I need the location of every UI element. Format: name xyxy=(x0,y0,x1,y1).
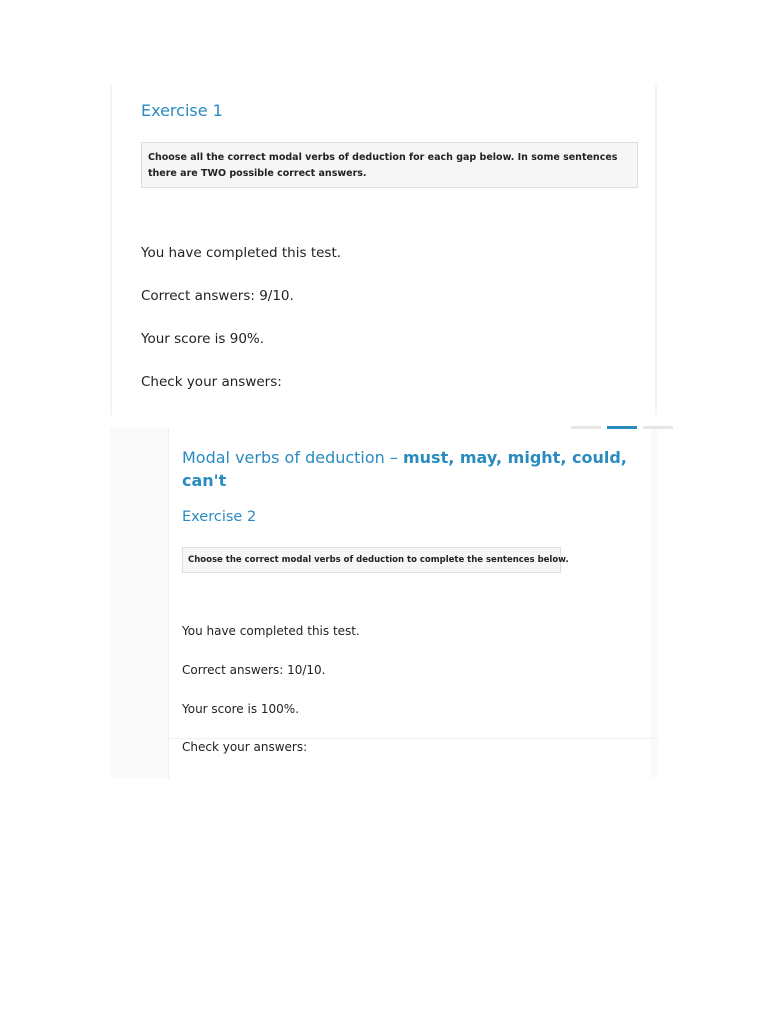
exercise2-result-panel xyxy=(110,428,658,778)
exercise1-heading: Exercise 1 xyxy=(141,101,223,120)
exercise2-score: Your score is 100%. xyxy=(182,702,300,716)
exercise1-completed-text: You have completed this test. xyxy=(141,245,342,261)
exercise1-instructions: Choose all the correct modal verbs of deduction for each gap below. In some sentences there are TWO possible correct answers. xyxy=(141,142,638,188)
exercise1-correct-answers: Correct answers: 9/10. xyxy=(141,288,294,304)
exercise2-instructions: Choose the correct modal verbs of deduction to complete the sentences below. xyxy=(182,547,561,573)
page-title-modals: must, may, might, could, can't xyxy=(182,448,627,490)
divider xyxy=(168,738,658,739)
exercise2-content-area xyxy=(168,428,651,778)
page-title-prefix: Modal verbs of deduction – xyxy=(182,448,403,467)
page-tab[interactable] xyxy=(571,426,601,429)
page-tabs xyxy=(587,428,707,431)
exercise1-result-panel xyxy=(110,85,657,415)
exercise2-check-answers-link[interactable]: Check your answers: xyxy=(182,740,308,754)
exercise1-score: Your score is 90%. xyxy=(141,331,265,347)
exercise2-completed-text: You have completed this test. xyxy=(182,624,360,638)
exercise2-correct-answers: Correct answers: 10/10. xyxy=(182,663,326,677)
page-title xyxy=(182,446,642,492)
exercise1-check-answers-link[interactable]: Check your answers: xyxy=(141,374,282,390)
page-tab[interactable] xyxy=(643,426,673,429)
exercise2-heading: Exercise 2 xyxy=(182,509,257,525)
page-tab-active[interactable] xyxy=(607,426,637,429)
